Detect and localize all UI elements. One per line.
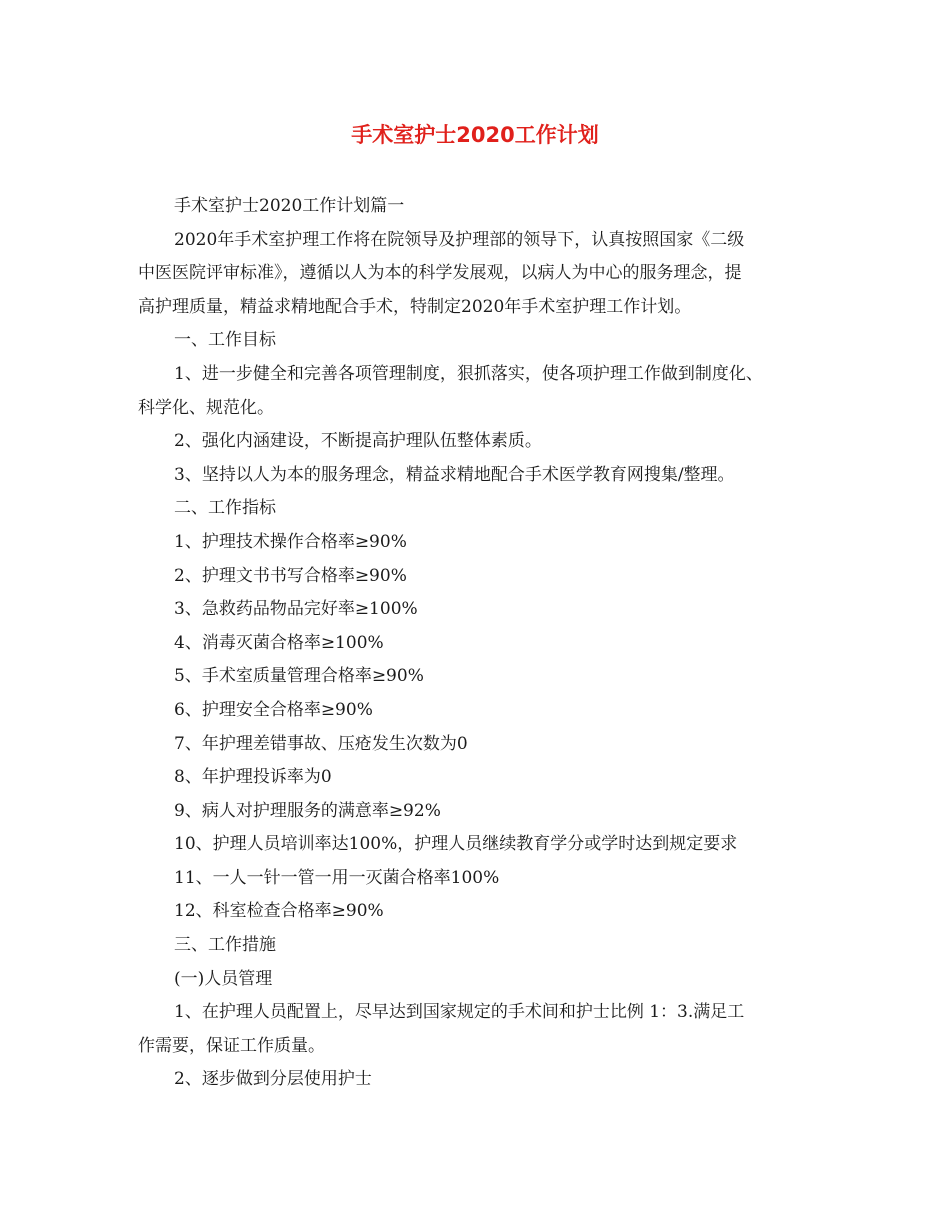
text-line: 2、逐步做到分层使用护士 [174, 1069, 372, 1090]
text-line: 1、护理技术操作合格率≥90% [174, 531, 407, 552]
text-line: 作需要，保证工作质量。 [138, 1035, 325, 1056]
text-line: 6、护理安全合格率≥90% [174, 699, 373, 720]
text-line: 11、一人一针一管一用一灭菌合格率100% [174, 867, 500, 888]
text-line: 2020年手术室护理工作将在院领导及护理部的领导下，认真按照国家《二级 [174, 229, 745, 250]
text-line: 1、在护理人员配置上，尽早达到国家规定的手术间和护士比例 1：3.满足工 [174, 1002, 745, 1023]
text-line: 手术室护士2020工作计划篇一 [174, 196, 405, 216]
text-line: 一、工作目标 [174, 330, 276, 351]
text-line: 高护理质量，精益求精地配合手术，特制定2020年手术室护理工作计划。 [138, 296, 692, 317]
text-line: 2、护理文书书写合格率≥90% [174, 565, 407, 586]
text-line: (一)人员管理 [174, 968, 273, 989]
document-title: 手术室护士2020工作计划 [351, 123, 599, 147]
text-line: 8、年护理投诉率为0 [174, 767, 332, 788]
text-line: 10、护理人员培训率达100%，护理人员继续教育学分或学时达到规定要求 [174, 834, 738, 855]
text-line: 5、手术室质量管理合格率≥90% [174, 666, 424, 687]
text-line: 7、年护理差错事故、压疮发生次数为0 [174, 733, 468, 754]
text-line: 二、工作指标 [174, 498, 276, 519]
text-line: 2、强化内涵建设，不断提高护理队伍整体素质。 [174, 431, 542, 452]
document-body [138, 190, 838, 1097]
text-line: 三、工作措施 [174, 935, 276, 956]
text-line: 1、进一步健全和完善各项管理制度，狠抓落实，使各项护理工作做到制度化、 [174, 363, 763, 384]
text-line: 中医医院评审标准》，遵循以人为本的科学发展观，以病人为中心的服务理念，提 [138, 263, 742, 284]
text-line: 3、急救药品物品完好率≥100% [174, 599, 418, 620]
text-line: 3、坚持以人为本的服务理念，精益求精地配合手术医学教育网搜集/整理。 [174, 464, 735, 485]
text-line: 9、病人对护理服务的满意率≥92% [174, 800, 441, 821]
text-line: 科学化、规范化。 [138, 397, 274, 418]
text-line: 4、消毒灭菌合格率≥100% [174, 632, 384, 653]
text-line: 12、科室检查合格率≥90% [174, 901, 384, 922]
